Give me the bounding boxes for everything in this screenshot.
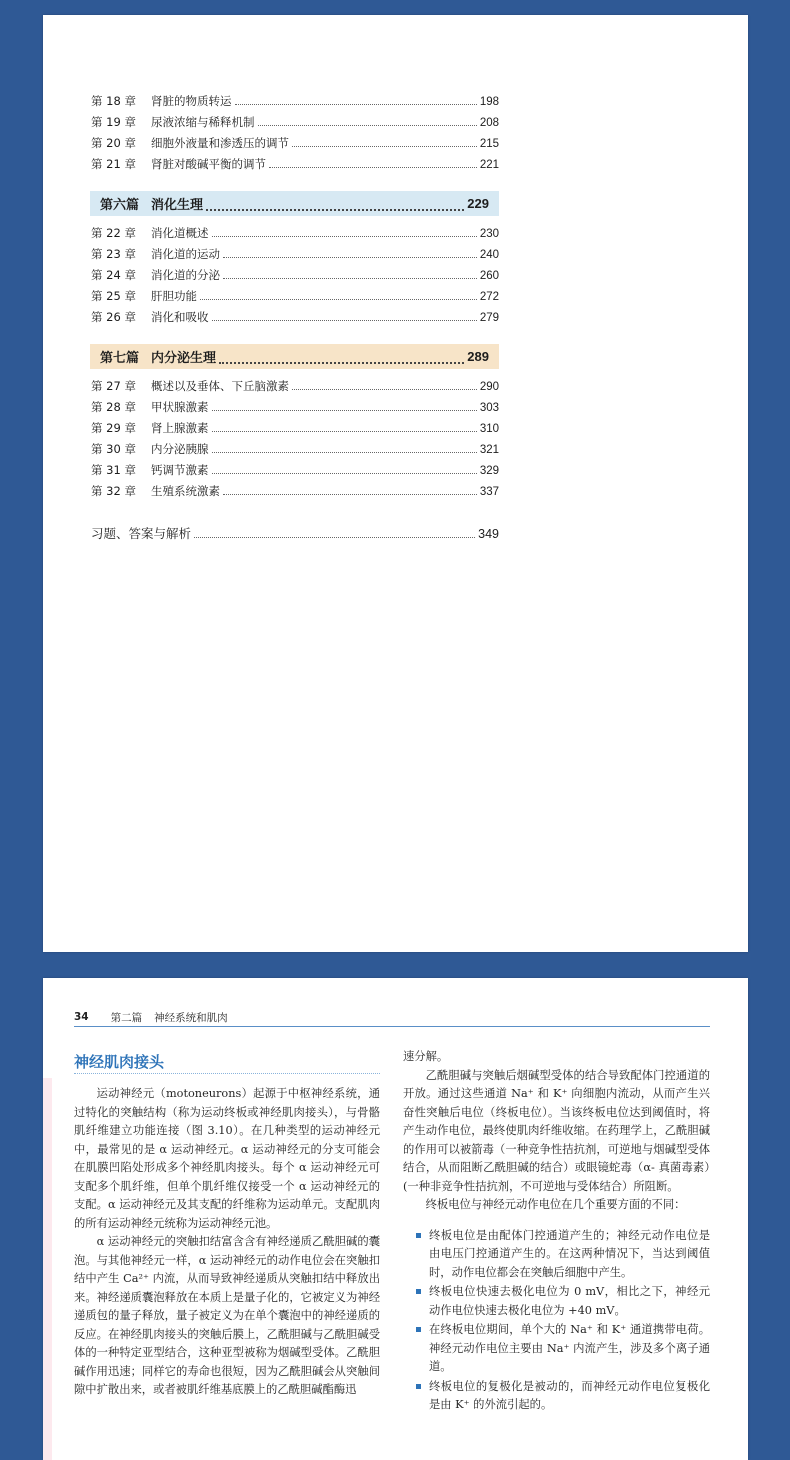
chapter-number: 第 29 章 [91,421,136,435]
chapter-title: 消化和吸收 [151,310,209,324]
part-label: 第七篇 [100,351,140,366]
toc-page [43,15,748,952]
chapter-number: 第 31 章 [91,463,136,477]
toc-entry[interactable] [91,441,499,457]
chapter-number: 第 19 章 [91,115,136,129]
leader-dots [212,441,477,453]
leader-dots [258,114,477,126]
right-column [403,1048,710,1416]
toc-entry[interactable] [91,156,499,172]
toc-entry[interactable] [91,462,499,478]
chapter-number: 第 24 章 [91,268,136,282]
toc-entry[interactable] [91,420,499,436]
leader-dots [223,483,477,495]
toc-entry[interactable] [91,378,499,394]
chapter-page: 260 [479,270,499,282]
part-heading-7[interactable] [90,344,499,369]
toc-entry[interactable] [91,246,499,262]
chapter-title: 肾脏对酸碱平衡的调节 [151,157,266,171]
chapter-page: 329 [479,465,499,477]
chapter-page: 321 [479,444,499,456]
chapter-number: 第 20 章 [91,136,136,150]
leader-dots [200,288,477,300]
chapter-page: 198 [479,96,499,108]
section-title: 神经肌肉接头 [74,1053,165,1071]
chapter-title: 肾上腺激素 [151,421,209,435]
list-item: 在终板电位期间，单个大的 Na⁺ 和 K⁺ 通道携带电荷。神经元动作电位主要由 Na⁺ 内流产生，涉及多个离子通道。 [403,1321,710,1377]
part-name: 第二篇 [110,1011,143,1024]
toc-entry[interactable] [91,309,499,325]
toc-entry-appendix[interactable] [91,526,499,542]
chapter-number: 第 21 章 [91,157,136,171]
chapter-title: 内分泌胰腺 [151,442,209,456]
chapter-number: 第 18 章 [91,94,136,108]
title-divider [74,1072,380,1074]
part-page: 229 [467,196,489,211]
chapter-title: 甲状腺激素 [151,400,209,414]
leader-dots [235,93,477,105]
chapter-page: 230 [479,228,499,240]
chapter-number: 第 22 章 [91,226,136,240]
part-title: 消化生理 [151,198,204,213]
chapter-title: 尿液浓缩与稀释机制 [151,115,255,129]
part-page: 289 [467,349,489,364]
toc-entry[interactable] [91,93,499,109]
left-column [74,1085,380,1400]
chapter-number: 第 27 章 [91,379,136,393]
running-head [74,1008,710,1027]
list-item: 终板电位的复极化是被动的，而神经元动作电位复极化是由 K⁺ 的外流引起的。 [403,1378,710,1415]
part-label: 第六篇 [100,198,140,213]
leader-dots [212,462,477,474]
paragraph: 运动神经元（motoneurons）起源于中枢神经系统，通过特化的突触结构（称为运动终板或神经肌肉接头），与骨骼肌纤维建立功能连接（图 3.10）。在几种类型的运动神经元中，最常见的是 α 运动神经元。α 运动神经元的分支可能会在肌膜凹陷处形成多个神经肌肉接头。每个 α 运动神经元可支配多个肌纤维，但单个肌纤维仅接受一个 α 运动神经元的支配。α 运动神经元及其支配的纤维称为运动单元。支配肌肉的所有运动神经元统称为运动神经元池。 [74,1087,380,1230]
leader-dots [212,420,477,432]
leader-dots [212,225,477,237]
list-item: 终板电位是由配体门控通道产生的；神经元动作电位是由电压门控通道产生的。在这两种情况下，当达到阈值时，动作电位都会在突触后细胞中产生。 [403,1227,710,1283]
list-item: 终板电位快速去极化电位为 0 mV，相比之下，神经元动作电位快速去极化电位为 +40 mV。 [403,1283,710,1320]
leader-dots [194,526,475,538]
chapter-title: 肾脏的物质转运 [151,94,232,108]
chapter-title: 肝胆功能 [151,289,197,303]
chapter-page: 221 [479,159,499,171]
toc-entry[interactable] [91,267,499,283]
leader-dots [212,309,477,321]
chapter-page: 215 [479,138,499,150]
paragraph: 乙酰胆碱与突触后烟碱型受体的结合导致配体门控通道的开放。通过这些通道 Na⁺ 和 K⁺ 向细胞内流动，从而产生兴奋性突触后电位（终板电位）。当该终板电位达到阈值时，将产生动作电位，最终使肌肉纤维收缩。在药理学上，乙酰胆碱的作用可以被箭毒（一种竞争性拮抗剂，可逆地与烟碱型受体结合，从而阻断乙酰胆碱的结合）或眼镜蛇毒（α- 真菌毒素）(一种非竞争性拮抗剂，不可逆地与受体结合）所阻断。 [403,1068,710,1193]
chapter-page: 337 [479,486,499,498]
chapter-page: 290 [479,381,499,393]
part-title: 内分泌生理 [151,351,217,366]
chapter-page: 208 [479,117,499,129]
paragraph: 终板电位与神经元动作电位在几个重要方面的不同： [425,1198,686,1211]
chapter-number: 第 23 章 [91,247,136,261]
chapter-page: 279 [479,312,499,324]
chapter-page: 272 [479,291,499,303]
leader-dots [292,135,477,147]
chapter-number: 第 32 章 [91,484,136,498]
chapter-title: 消化道的分泌 [151,268,220,282]
paragraph: α 运动神经元的突触扣结富含含有神经递质乙酰胆碱的囊泡。与其他神经元一样，α 运动神经元的动作电位会在突触扣结中产生 Ca²⁺ 内流，从而导致神经递质从突触扣结中释放出来。神经递质囊泡释放在本质上是量子化的，它被定义为神经递质包的量子释放，量子被定义为在单个囊泡中的神经递质的反应。在神经肌肉接头的突触后膜上，乙酰胆碱与乙酰胆碱受体的一种特定亚型结合，这种亚型被称为烟碱型受体。乙酰胆碱作用迅速；同样它的寿命也很短，因为乙酰胆碱会从突触间隙中扩散出来，或者被肌纤维基底膜上的乙酰胆碱酯酶迅 [74,1235,380,1396]
leader-dots [206,196,464,211]
chapter-title: 钙调节激素 [151,463,209,477]
chapter-title: 生殖系统激素 [151,484,220,498]
part-title: 神经系统和肌肉 [154,1011,228,1024]
chapter-number: 第 26 章 [91,310,136,324]
toc-entry[interactable] [91,288,499,304]
chapter-number: 第 25 章 [91,289,136,303]
toc-entry[interactable] [91,399,499,415]
chapter-number: 第 28 章 [91,400,136,414]
leader-dots [292,378,477,390]
leader-dots [223,246,477,258]
toc-entry[interactable] [91,225,499,241]
leader-dots [219,349,464,364]
appendix-page: 349 [478,527,499,541]
chapter-title: 细胞外液量和渗透压的调节 [151,136,289,150]
chapter-number: 第 30 章 [91,442,136,456]
leader-dots [223,267,477,279]
leader-dots [212,399,477,411]
chapter-title: 消化道概述 [151,226,209,240]
chapter-page: 310 [479,423,499,435]
toc-entry[interactable] [91,135,499,151]
paragraph-continuation: 速分解。 [403,1050,449,1063]
chapter-page: 240 [479,249,499,261]
chapter-title: 消化道的运动 [151,247,220,261]
chapter-title: 概述以及垂体、下丘脑激素 [151,379,289,393]
margin-mark [43,1078,52,1460]
page-number: 34 [74,1011,89,1023]
comparison-list [403,1227,710,1415]
toc-entry[interactable] [91,483,499,499]
appendix-title: 习题、答案与解析 [91,526,192,541]
book-page [43,978,748,1460]
toc-entry[interactable] [91,114,499,130]
leader-dots [269,156,477,168]
part-heading-6[interactable] [90,191,499,216]
chapter-page: 303 [479,402,499,414]
